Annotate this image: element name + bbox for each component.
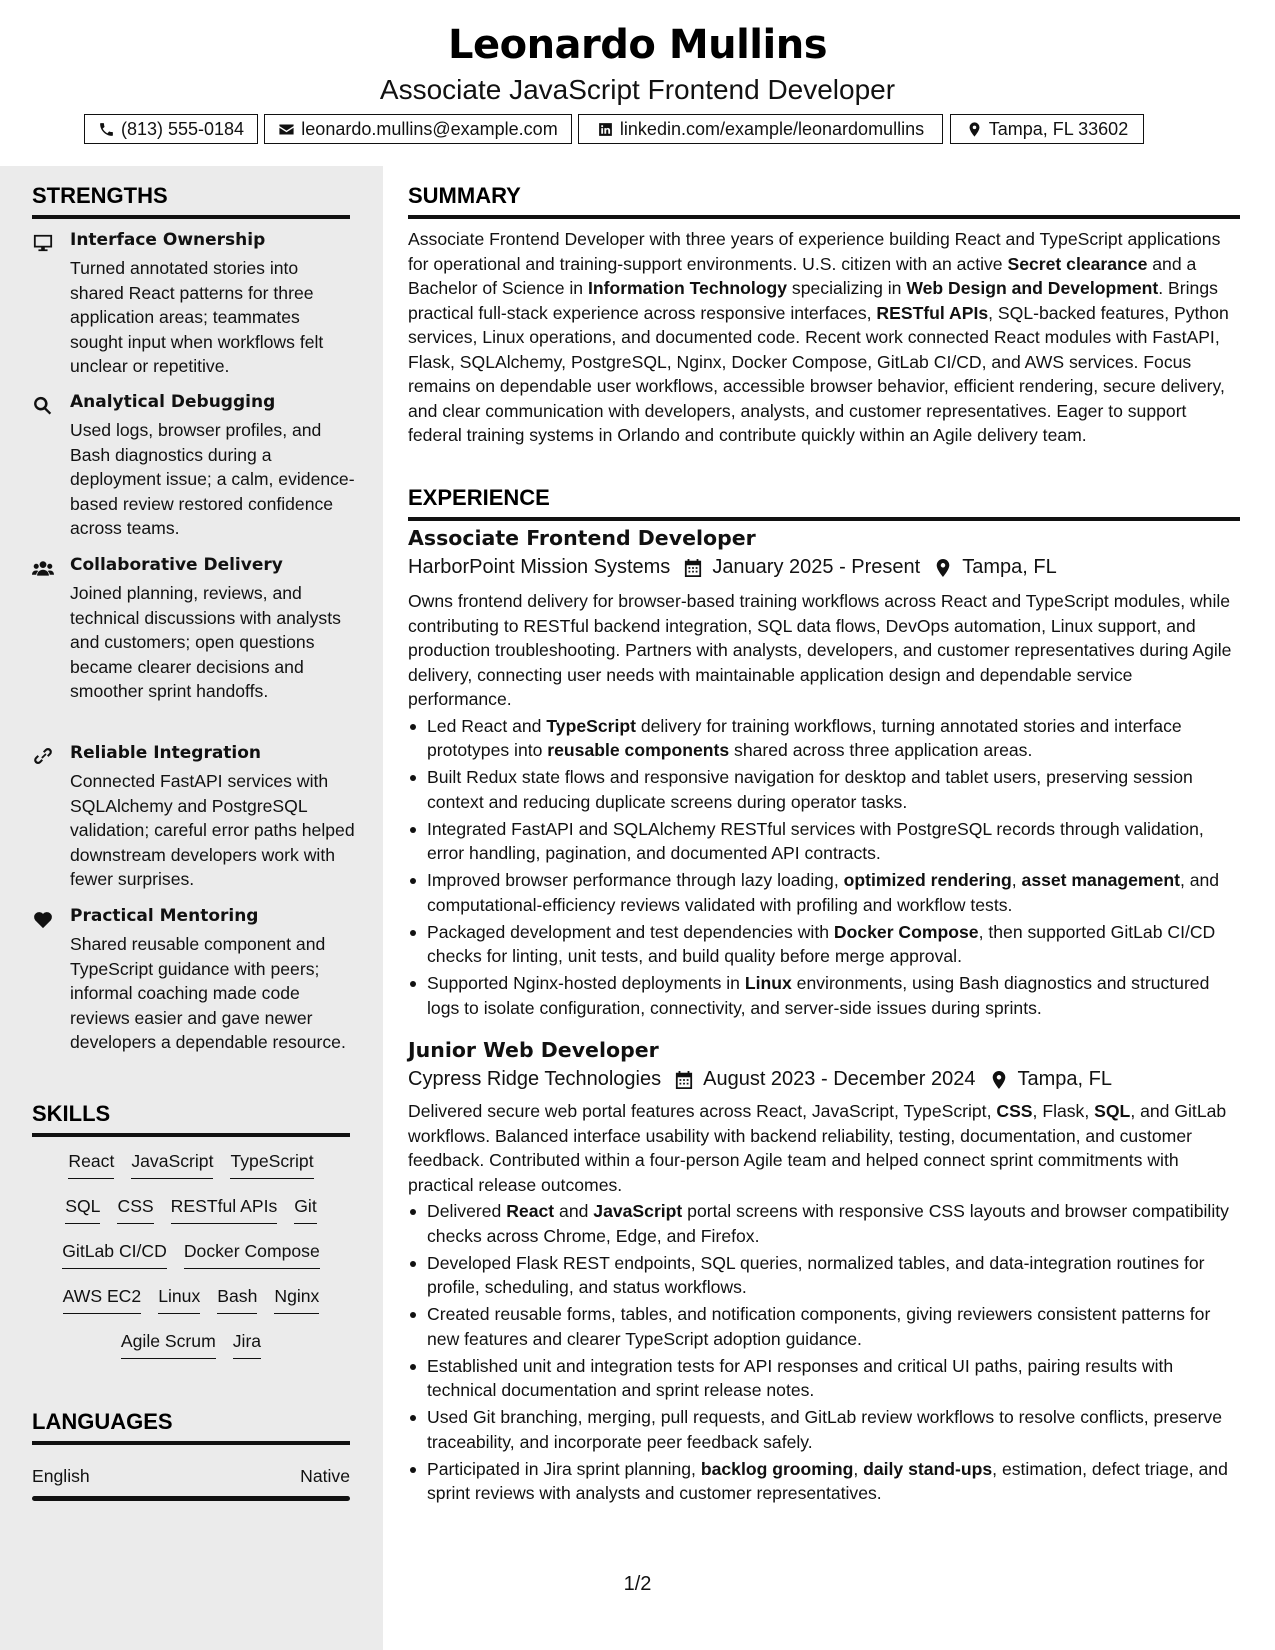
job-bullet: Led React and TypeScript delivery for training workflows, turning annotated stories and interface prototypes into reusable components shared across three application areas. <box>408 714 1240 763</box>
language-proficiency-bar <box>32 1496 350 1501</box>
link-icon <box>32 746 54 766</box>
experience-section <box>408 485 1240 521</box>
skill-tag: Docker Compose <box>184 1241 320 1269</box>
languages-section <box>32 1409 350 1445</box>
job-title: Associate Frontend Developer <box>408 526 756 550</box>
skills-heading: SKILLS <box>32 1101 350 1137</box>
strength-title: Analytical Debugging <box>70 392 276 412</box>
job-title: Junior Web Developer <box>408 1038 659 1062</box>
job-bullets <box>408 1199 1240 1506</box>
candidate-title: Associate JavaScript Frontend Developer <box>379 74 896 105</box>
map-pin-icon <box>966 121 983 138</box>
job-dates: August 2023 - December 2024 <box>703 1068 976 1090</box>
job-bullet: Supported Nginx-hosted deployments in Linux environments, using Bash diagnostics and structured logs to isolate configuration, connectivity, and server-side issues during sprints. <box>408 971 1240 1020</box>
job-description: Delivered secure web portal features across React, JavaScript, TypeScript, CSS, Flask, SQL, and GitLab workflows. Balanced interface usability with backend reliability, testing, documentation, and customer feedback. Contributed within a four-person Agile team and helped connect sprint commitments with practical release outcomes. <box>408 1101 1227 1195</box>
calendar-icon <box>684 558 702 578</box>
job-bullet: Used Git branching, merging, pull requests, and GitLab review workflows to resolve conflicts, preserve traceability, and incorporate peer feedback safely. <box>408 1405 1240 1454</box>
skill-tag: Git <box>294 1196 316 1224</box>
skill-tag: Agile Scrum <box>121 1331 216 1359</box>
languages-heading: LANGUAGES <box>32 1409 350 1445</box>
strengths-list <box>32 230 355 1070</box>
summary-section <box>408 183 1240 448</box>
job-meta <box>408 556 1240 579</box>
page-number: 1/2 <box>623 1573 652 1595</box>
job-bullet: Delivered React and JavaScript portal screens with responsive CSS layouts and browser compatibility checks across Chrome, Edge, and Firefox. <box>408 1199 1240 1248</box>
skill-tag: SQL <box>65 1196 100 1224</box>
strength-title: Collaborative Delivery <box>70 555 283 575</box>
map-pin-icon <box>934 558 952 578</box>
location-text: Tampa, FL 33602 <box>988 118 1129 139</box>
candidate-name: Leonardo Mullins <box>447 22 828 68</box>
job-dates: January 2025 - Present <box>712 556 921 578</box>
skills-row <box>32 1286 350 1314</box>
skill-tag: TypeScript <box>230 1151 313 1179</box>
job-location: Tampa, FL <box>1017 1068 1112 1090</box>
skill-tag: AWS EC2 <box>63 1286 142 1314</box>
skill-tag: Linux <box>158 1286 200 1314</box>
job-bullet: Integrated FastAPI and SQLAlchemy RESTful services with PostgreSQL records through validation, error handling, pagination, and documented API contracts. <box>408 817 1240 866</box>
linkedin-text: linkedin.com/example/leonardomullins <box>619 118 925 139</box>
strength-title: Interface Ownership <box>70 230 266 250</box>
strengths-heading: STRENGTHS <box>32 183 350 219</box>
job-bullet: Developed Flask REST endpoints, SQL queries, normalized tables, and data-integration routines for profile, scheduling, and status workflows. <box>408 1251 1240 1300</box>
strength-desc: Turned annotated stories into shared React patterns for three application areas; teammates sought input when workflows felt unclear or repetitive. <box>70 258 324 376</box>
skill-tag: Nginx <box>274 1286 319 1314</box>
job-entry <box>408 526 1240 1023</box>
job-bullet: Participated in Jira sprint planning, backlog grooming, daily stand-ups, estimation, defect triage, and sprint reviews with analysts and customer representatives. <box>408 1457 1240 1506</box>
map-pin-icon <box>990 1070 1008 1090</box>
job-meta <box>408 1068 1240 1091</box>
calendar-icon <box>675 1070 693 1090</box>
strength-title: Reliable Integration <box>70 743 262 763</box>
skill-tag: Jira <box>233 1331 261 1359</box>
search-icon <box>32 395 54 415</box>
monitor-icon <box>32 233 54 253</box>
phone-text: (813) 555-0184 <box>120 118 245 139</box>
users-icon <box>32 558 54 578</box>
summary-text: Associate Frontend Developer with three years of experience building React and TypeScript applications for operational and training-support environments. U.S. citizen with an active Secret clearance and a Bachelor of Science in Information Technology specializing in Web Design and Development. Brings practical full-stack experience across responsive interfaces, RESTful APIs, SQL-backed features, Python services, Linux operations, and documented code. Recent work connected React modules with FastAPI, Flask, SQLAlchemy, PostgreSQL, Nginx, Docker Compose, GitLab CI/CD, and AWS services. Focus remains on dependable user workflows, accessible browser behavior, efficient rendering, secure delivery, and clear communication with developers, analysts, and customer representatives. Eager to support federal training systems in Orlando and contribute quickly within an Agile delivery team. <box>408 229 1229 445</box>
strengths-section <box>32 183 350 219</box>
strength-desc: Used logs, browser profiles, and Bash diagnostics during a deployment issue; a calm, evidence-based review restored confidence across teams. <box>70 420 355 538</box>
job-description: Owns frontend delivery for browser-based training workflows across React and TypeScript modules, while contributing to RESTful backend integration, SQL data flows, DevOps automation, Linux support, and production troubleshooting. Partners with analysts, developers, and customer representatives during Agile delivery, connecting user needs with maintainable application design and dependable service performance. <box>408 591 1232 709</box>
experience-heading: EXPERIENCE <box>408 485 1240 521</box>
job-company: Cypress Ridge Technologies <box>408 1068 662 1090</box>
skills-row <box>32 1331 350 1359</box>
language-row <box>32 1466 350 1487</box>
job-bullet: Built Redux state flows and responsive navigation for desktop and tablet users, preserving session context and reducing duplicate screens during operator tasks. <box>408 765 1240 814</box>
contact-linkedin[interactable] <box>578 114 943 144</box>
strength-desc: Connected FastAPI services with SQLAlchemy and PostgreSQL validation; careful error paths helped downstream developers work with fewer surprises. <box>70 771 355 889</box>
contact-email[interactable] <box>264 114 572 144</box>
skill-tag: Bash <box>217 1286 257 1314</box>
skill-tag: React <box>68 1151 114 1179</box>
job-entry <box>408 1038 1240 1508</box>
contact-phone[interactable] <box>84 114 258 144</box>
strength-desc: Joined planning, reviews, and technical discussions with analysts and customers; open questions became clearer decisions and smoother sprint handoffs. <box>70 583 341 701</box>
language-name: English <box>32 1466 90 1486</box>
contact-bar <box>84 114 1186 144</box>
linkedin-icon <box>597 121 614 138</box>
phone-icon <box>98 121 115 138</box>
language-level: Native <box>300 1466 350 1486</box>
skill-tag: JavaScript <box>131 1151 213 1179</box>
contact-location[interactable] <box>950 114 1144 144</box>
job-company: HarborPoint Mission Systems <box>408 556 671 578</box>
skills-row <box>32 1196 350 1224</box>
skills-row <box>32 1151 350 1179</box>
job-bullet: Established unit and integration tests for API responses and critical UI paths, pairing results with technical documentation and sprint release notes. <box>408 1354 1240 1403</box>
heart-icon <box>32 909 54 929</box>
email-text: leonardo.mullins@example.com <box>301 118 558 139</box>
skill-tag: GitLab CI/CD <box>62 1241 167 1269</box>
strength-title: Practical Mentoring <box>70 906 259 926</box>
job-location: Tampa, FL <box>962 556 1057 578</box>
job-bullet: Packaged development and test dependencies with Docker Compose, then supported GitLab CI/CD checks for linting, unit tests, and build quality before merge approval. <box>408 920 1240 969</box>
summary-heading: SUMMARY <box>408 183 1240 219</box>
job-bullets <box>408 714 1240 1021</box>
job-bullet: Created reusable forms, tables, and notification components, giving reviewers consistent patterns for new features and clearer TypeScript adoption guidance. <box>408 1302 1240 1351</box>
skill-tag: RESTful APIs <box>171 1196 278 1224</box>
skills-section <box>32 1101 350 1137</box>
envelope-icon <box>278 121 295 138</box>
strength-desc: Shared reusable component and TypeScript guidance with peers; informal coaching made code reviews easier and gave newer developers a dependable resource. <box>70 934 346 1052</box>
skill-tag: CSS <box>117 1196 153 1224</box>
job-bullet: Improved browser performance through lazy loading, optimized rendering, asset management, and computational-efficiency reviews validated with profiling and workflow tests. <box>408 868 1240 917</box>
skills-row <box>32 1241 350 1269</box>
